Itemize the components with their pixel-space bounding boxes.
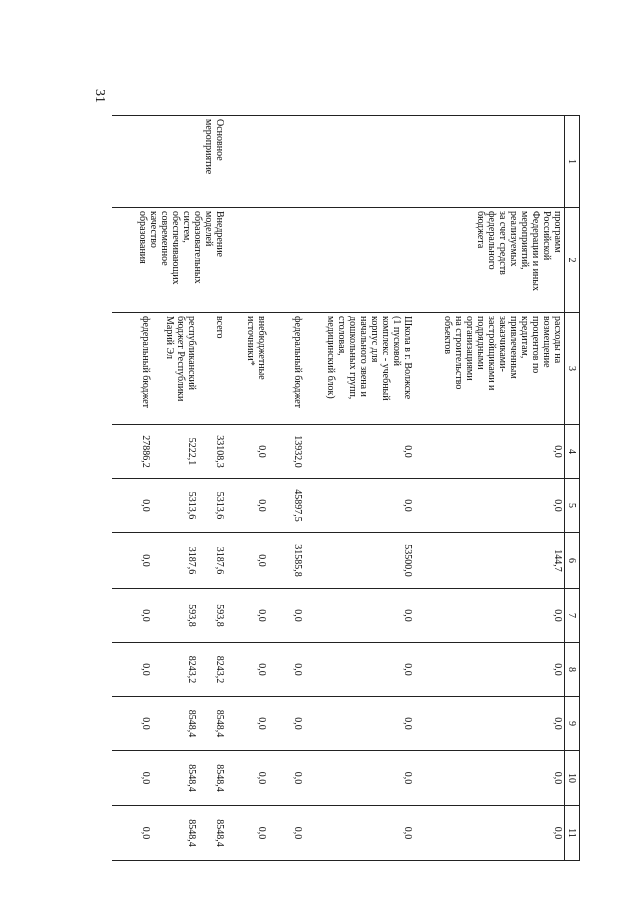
header-cell: 4 — [565, 425, 580, 479]
header-cell: 3 — [565, 313, 580, 425]
value-cell: 0,0 — [305, 425, 415, 479]
value-cell: 0,0 — [269, 751, 305, 806]
value-cell: 33108,3 — [199, 425, 227, 479]
event-type-cell: Основное мероприятие — [113, 116, 227, 208]
funding-source-cell: федеральный бюджет — [113, 313, 153, 425]
funding-source-cell: внебюджетные источники* — [227, 313, 269, 425]
value-cell: 0,0 — [227, 697, 269, 751]
funding-source-cell: расходы на возмещение процентов по кредитам, привлеченным заказчиками- застройщиками и подрядными организациями на строительство объектов — [415, 313, 565, 425]
value-cell: 0,0 — [227, 533, 269, 589]
value-cell: 0,0 — [269, 589, 305, 643]
event-name-cell: Внедрение моделей образовательных систем, обеспечивающих современное качество образования — [113, 208, 227, 313]
value-cell: 0,0 — [269, 643, 305, 697]
header-cell: 5 — [565, 479, 580, 533]
event-name-cell — [305, 208, 415, 313]
value-cell: 8548,4 — [199, 751, 227, 806]
value-cell: 0,0 — [305, 751, 415, 806]
value-cell: 8548,4 — [153, 697, 199, 751]
value-cell: 0,0 — [415, 479, 565, 533]
header-cell: 2 — [565, 208, 580, 313]
value-cell: 144,7 — [415, 533, 565, 589]
header-cell: 6 — [565, 533, 580, 589]
header-cell: 9 — [565, 697, 580, 751]
value-cell: 8548,4 — [153, 806, 199, 861]
value-cell: 0,0 — [227, 751, 269, 806]
table-row — [415, 116, 565, 861]
event-type-cell — [269, 116, 305, 208]
value-cell: 0,0 — [113, 806, 153, 861]
event-name-cell — [227, 208, 269, 313]
funding-source-cell: Школа в г. Волжске (1 пусковой комплекс - учебный корпус для начального звена и дошкольных групп, столовая, медицинский блок) — [305, 313, 415, 425]
value-cell: 0,0 — [305, 697, 415, 751]
header-cell: 7 — [565, 589, 580, 643]
value-cell: 0,0 — [227, 479, 269, 533]
value-cell: 8548,4 — [199, 806, 227, 861]
value-cell: 0,0 — [113, 751, 153, 806]
header-cell: 8 — [565, 643, 580, 697]
funding-source-cell: республиканский бюджет Республики Марий Эл — [153, 313, 199, 425]
value-cell: 0,0 — [305, 806, 415, 861]
header-row — [565, 116, 580, 861]
value-cell: 0,0 — [305, 479, 415, 533]
value-cell: 3187,6 — [199, 533, 227, 589]
value-cell: 0,0 — [305, 643, 415, 697]
value-cell: 31585,8 — [269, 533, 305, 589]
value-cell: 0,0 — [415, 425, 565, 479]
funding-source-cell: федеральный бюджет — [269, 313, 305, 425]
value-cell: 0,0 — [415, 589, 565, 643]
value-cell: 0,0 — [113, 533, 153, 589]
value-cell: 5313,6 — [199, 479, 227, 533]
value-cell: 8548,4 — [199, 697, 227, 751]
value-cell: 8243,2 — [153, 643, 199, 697]
value-cell: 0,0 — [415, 806, 565, 861]
event-type-cell — [227, 116, 269, 208]
value-cell: 0,0 — [227, 425, 269, 479]
header-cell: 1 — [565, 116, 580, 208]
value-cell: 593,8 — [153, 589, 199, 643]
table-row — [227, 116, 269, 861]
value-cell: 0,0 — [305, 589, 415, 643]
value-cell: 0,0 — [269, 697, 305, 751]
table-row — [199, 116, 227, 861]
header-cell: 11 — [565, 806, 580, 861]
value-cell: 53500,0 — [305, 533, 415, 589]
event-type-cell — [305, 116, 415, 208]
table-row — [305, 116, 415, 861]
value-cell: 0,0 — [227, 589, 269, 643]
value-cell: 45897,5 — [269, 479, 305, 533]
value-cell: 0,0 — [113, 697, 153, 751]
value-cell: 8548,4 — [153, 751, 199, 806]
event-name-cell — [269, 208, 305, 313]
header-cell: 10 — [565, 751, 580, 806]
value-cell: 5313,6 — [153, 479, 199, 533]
value-cell: 0,0 — [415, 751, 565, 806]
value-cell: 0,0 — [113, 589, 153, 643]
value-cell: 5222,1 — [153, 425, 199, 479]
value-cell: 27886,2 — [113, 425, 153, 479]
value-cell: 0,0 — [415, 643, 565, 697]
budget-table — [113, 115, 581, 861]
value-cell: 0,0 — [227, 806, 269, 861]
event-type-cell — [415, 116, 565, 208]
event-name-cell: программ Российской Федерации и иных мероприятий, реализуемых за счет средств федерального бюджета — [415, 208, 565, 313]
value-cell: 0,0 — [227, 643, 269, 697]
table-row — [269, 116, 305, 861]
value-cell: 13932,0 — [269, 425, 305, 479]
value-cell: 8243,2 — [199, 643, 227, 697]
value-cell: 593,8 — [199, 589, 227, 643]
table-wrapper — [114, 115, 580, 860]
value-cell: 3187,6 — [153, 533, 199, 589]
page-number: 31 — [92, 89, 107, 103]
value-cell: 0,0 — [113, 643, 153, 697]
funding-source-cell: всего — [199, 313, 227, 425]
value-cell: 0,0 — [113, 479, 153, 533]
value-cell: 0,0 — [269, 806, 305, 861]
value-cell: 0,0 — [415, 697, 565, 751]
